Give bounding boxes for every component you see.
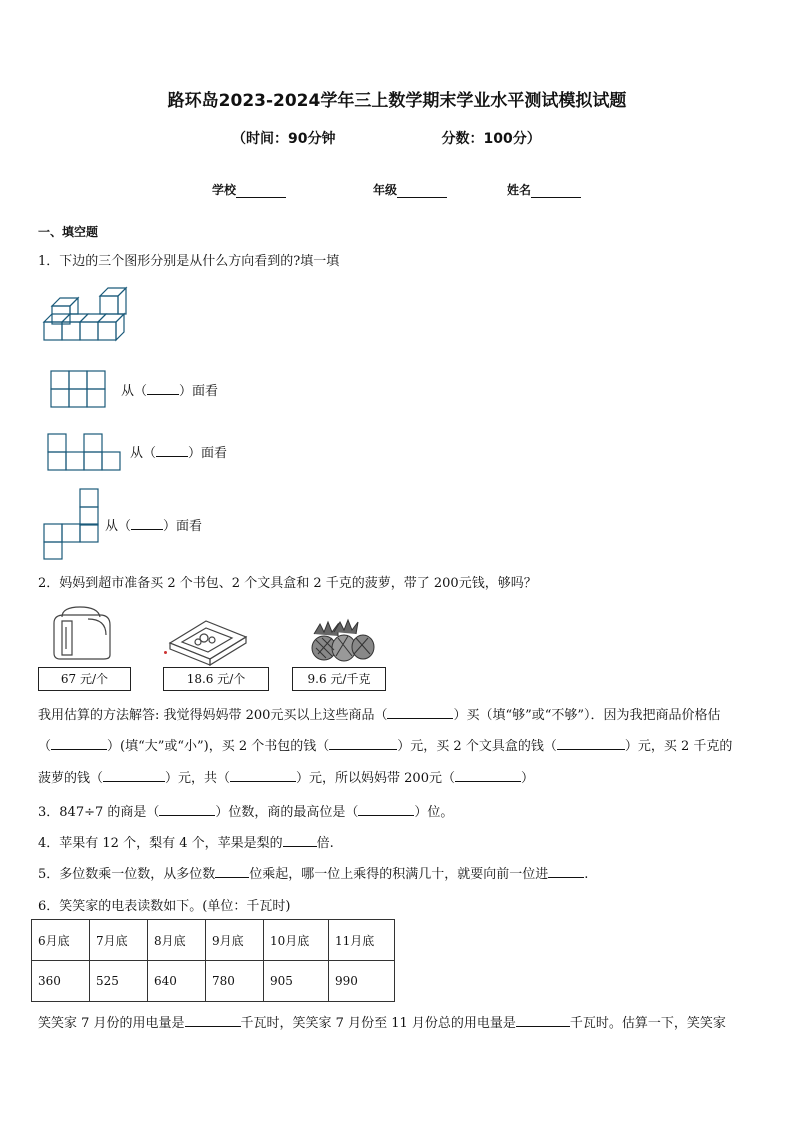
answer-blank-enough[interactable]	[387, 707, 453, 719]
q2-line-3: 菠萝的钱（ ）元，共（ ）元，所以妈妈带 200元（ ）	[38, 771, 534, 786]
grade-blank[interactable]	[397, 185, 447, 198]
answer-blank-conclusion[interactable]	[455, 770, 521, 782]
answer-blank-highest-place[interactable]	[358, 804, 414, 816]
table-row	[32, 961, 395, 1002]
question-1-text: 1．下边的三个图形分别是从什么方向看到的?填一填	[38, 254, 340, 269]
table-header-cell: 6月底	[32, 920, 90, 961]
section-heading: 一、填空题	[38, 225, 99, 239]
exam-meta	[232, 128, 541, 148]
view-blank-a[interactable]	[147, 383, 179, 395]
table-header-cell: 7月底	[90, 920, 148, 961]
table-header-cell: 9月底	[206, 920, 264, 961]
pineapple-icon	[308, 618, 378, 662]
price-tag-backpack: 67 元/个	[38, 667, 131, 691]
backpack-icon	[48, 605, 114, 661]
answer-blank-digits[interactable]	[159, 804, 215, 816]
answer-blank-start-place[interactable]	[215, 866, 249, 878]
time-label: （时间：90分钟	[232, 131, 336, 147]
answer-blank-estimate[interactable]	[51, 738, 107, 750]
cube-stack-figure	[40, 284, 130, 348]
page-title: 路环岛2023-2024学年三上数学期末学业水平测试模拟试题	[167, 91, 627, 111]
q2-line-2: （ ）(填“大”或“小”)，买 2 个书包的钱（ ）元，买 2 个文具盒的钱（ ）元，买 2 千克的	[38, 739, 733, 754]
answer-blank-total-usage[interactable]	[516, 1015, 570, 1027]
answer-blank-july-usage[interactable]	[185, 1015, 241, 1027]
table-cell: 360	[32, 961, 90, 1002]
view-answer-c	[105, 515, 202, 534]
view-shape-a	[50, 370, 108, 408]
view-suffix: ）面看	[179, 384, 219, 399]
question-3: 3．847÷7 的商是（ ）位数，商的最高位是（ ）位。	[38, 805, 454, 820]
table-cell: 990	[329, 961, 395, 1002]
table-header-cell: 11月底	[329, 920, 395, 961]
school-blank[interactable]	[236, 185, 286, 198]
meter-reading-table	[31, 919, 395, 1002]
table-header-cell: 10月底	[264, 920, 329, 961]
table-header-row	[32, 920, 395, 961]
table-header-cell: 8月底	[148, 920, 206, 961]
question-6-followup: 笑笑家 7 月份的用电量是 千瓦时，笑笑家 7 月份至 11 月份总的用电量是 千瓦时。估算一下，笑笑家	[38, 1016, 726, 1031]
pencil-case-icon	[168, 617, 248, 663]
view-shape-b	[47, 433, 125, 473]
question-5: 5．多位数乘一位数，从多位数 位乘起，哪一位上乘得的积满几十，就要向前一位进 .	[38, 867, 589, 882]
view-prefix: 从（	[130, 446, 157, 461]
table-cell: 905	[264, 961, 329, 1002]
view-blank-b[interactable]	[156, 445, 188, 457]
table-cell: 525	[90, 961, 148, 1002]
answer-blank-pencil-case-cost[interactable]	[557, 738, 625, 750]
name-field	[507, 181, 581, 198]
table-cell: 640	[148, 961, 206, 1002]
answer-blank-backpack-cost[interactable]	[329, 738, 397, 750]
view-suffix: ）面看	[163, 519, 203, 534]
view-prefix: 从（	[121, 384, 148, 399]
question-4: 4．苹果有 12 个，梨有 4 个，苹果是梨的 倍.	[38, 836, 334, 851]
answer-blank-multiple[interactable]	[283, 835, 317, 847]
answer-blank-carry[interactable]	[548, 866, 584, 878]
price-tag-pineapple: 9.6 元/千克	[292, 667, 386, 691]
view-answer-a	[121, 380, 218, 399]
school-field	[212, 181, 286, 198]
price-tag-pencil-case: 18.6 元/个	[163, 667, 269, 691]
table-cell: 780	[206, 961, 264, 1002]
view-prefix: 从（	[105, 519, 132, 534]
answer-blank-total[interactable]	[230, 770, 296, 782]
view-suffix: ）面看	[188, 446, 228, 461]
view-blank-c[interactable]	[131, 518, 163, 530]
q2-line-1: 我用估算的方法解答: 我觉得妈妈带 200元买以上这些商品（ ）买（填“够”或“不够”）．因为我把商品价格估	[38, 708, 721, 723]
grade-label: 年级	[373, 183, 398, 197]
school-label: 学校	[212, 183, 237, 197]
view-shape-c	[42, 488, 102, 560]
name-blank[interactable]	[531, 185, 581, 198]
question-2-text: 2．妈妈到超市准备买 2 个书包、2 个文具盒和 2 千克的菠萝，带了 200元钱，够吗？	[38, 576, 537, 591]
grade-field	[373, 181, 447, 198]
score-label: 分数：100分）	[441, 131, 541, 147]
view-answer-b	[130, 442, 227, 461]
answer-blank-pineapple-cost[interactable]	[103, 770, 165, 782]
red-dot	[164, 651, 167, 654]
name-label: 姓名	[507, 183, 532, 197]
question-6-text: 6．笑笑家的电表读数如下。(单位：千瓦时)	[38, 899, 291, 914]
